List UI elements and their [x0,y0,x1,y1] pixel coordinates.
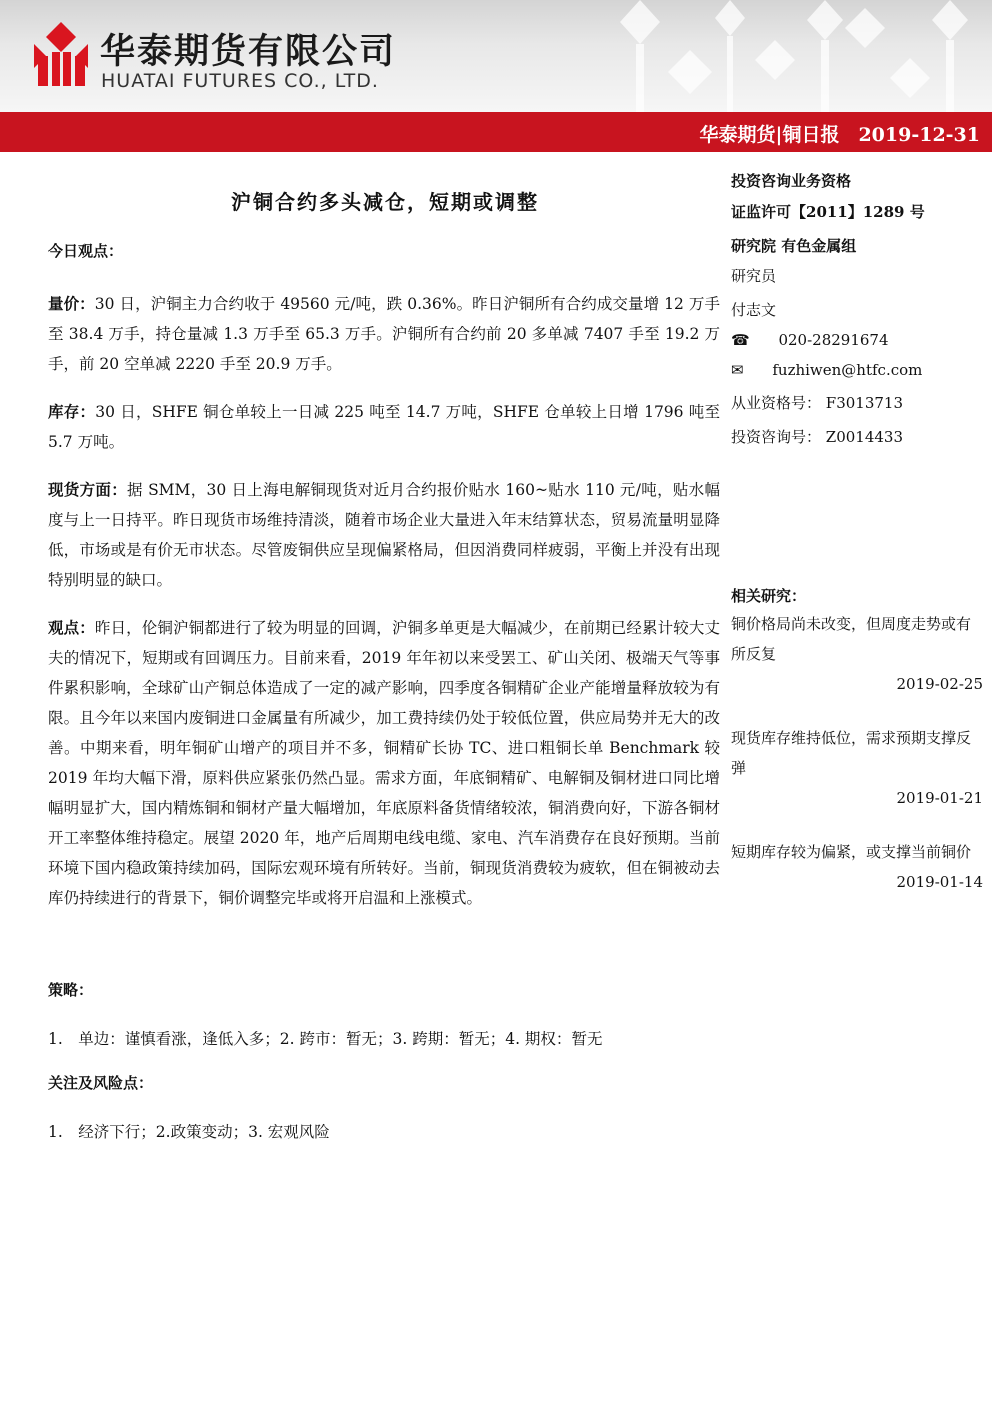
related-item-date: 2019-02-25 [896,675,983,693]
consult-label: 投资咨询号： [731,428,822,446]
email-row [731,361,922,379]
section-text: 据 SMM，30 日上海电解铜现货对近月合约报价贴水 160~贴水 110 元/吨，贴水幅度与上一日持平。昨日现货市场维持清淡，随着市场企业大量进入年末结算状态，贸易流量明显降低，市场或是有价无市状态。尽管废铜供应呈现偏紧格局，但因消费同样疲弱，平衡上并没有出现特别明显的缺口。 [48,481,720,589]
report-banner [0,112,992,152]
strategy-heading: 策略： [48,981,94,999]
today-view-heading: 今日观点： [48,242,124,260]
section-label: 现货方面： [48,480,128,499]
huatai-logo-icon [30,22,92,86]
company-name-en: HUATAI FUTURES CO., LTD. [101,70,379,92]
license-row [731,392,903,413]
report-title: 沪铜合约多头减仓，短期或调整 [231,190,539,214]
related-research [731,581,983,897]
related-item[interactable] [731,837,983,897]
section-text: 30 日，沪铜主力合约收于 49560 元/吨，跌 0.36%。昨日沪铜所有合约成交量增 12 万手至 38.4 万手，持仓量减 1.3 万手至 65.3 万手。沪铜所有合约前 20 多单减 7407 手至 19.2 万手，前 20 空单减 2220 手至 20.9 万手。 [48,295,720,373]
section-label: 库存： [48,402,96,421]
consult-row [731,426,903,447]
qualification-line-2: 证监许可【2011】1289 号 [731,203,925,221]
phone-number: 020-28291674 [778,331,889,349]
opinion-paragraph [48,613,720,913]
related-item-date: 2019-01-14 [896,873,983,891]
strategy-text: 1. 单边：谨慎看涨，逢低入多；2. 跨市：暂无；3. 跨期：暂无；4. 期权：暂无 [48,1030,603,1048]
main-content [48,240,720,1147]
report-banner-text: 华泰期货|铜日报 2019-12-31 [699,124,980,146]
related-item[interactable] [731,609,983,699]
related-label: 相关研究： [731,587,807,605]
company-name-cn: 华泰期货有限公司 [100,32,397,72]
section-label: 量价： [48,294,95,313]
email-address[interactable]: fuzhiwen@htfc.com [772,361,923,379]
qualification-line-1: 投资咨询业务资格 [731,172,852,190]
section-text: 30 日，SHFE 铜仓单较上一日减 225 吨至 14.7 万吨，SHFE 仓单较上日增 1796 吨至 5.7 万吨。 [48,403,720,451]
section-label: 观点： [48,618,95,637]
header-decoration [600,0,992,112]
risk-heading: 关注及风险点： [48,1074,154,1092]
page-header [0,0,992,112]
risk-text: 1. 经济下行；2.政策变动；3. 宏观风险 [48,1123,330,1141]
author-name: 付志文 [731,301,777,319]
related-item-title: 现货库存维持低位，需求预期支撑反弹 [731,729,972,777]
related-item-title: 铜价格局尚未改变，但周度走势或有所反复 [731,615,972,663]
phone-icon: ☎ [731,331,750,349]
section-text: 昨日，伦铜沪铜都进行了较为明显的回调，沪铜多单更是大幅减少，在前期已经累计较大丈夫的情况下，短期或有回调压力。目前来看，2019 年年初以来受罢工、矿山关闭、极端天气等事件累积影响，全球矿山产铜总体造成了一定的减产影响，四季度各铜精矿企业产能增量释放较为有限。且今年以来国内废铜进口金属量有所减少，加工费持续仍处于较低位置，供应局势并无大的改善。中期来看，明年铜矿山增产的项目并不多，铜精矿长协 TC、进口粗铜长单 Benchmark 较 2019 年均大幅下滑，原料供应紧张仍然凸显。需求方面，年底铜精矿、电解铜及铜材进口同比增幅明显扩大，国内精炼铜和铜材产量大幅增加，年底原料备货情绪较浓，铜消费向好，下游各铜材开工率整体维持稳定。展望 2020 年，地产后周期电线电缆、家电、汽车消费存在良好预期。当前环境下国内稳政策持续加码，国际宏观环境有所转好。当前，铜现货消费较为疲软，但在铜被动去库仍持续进行的背景下，铜价调整完毕或将开启温和上涨模式。 [48,619,720,907]
related-item-date: 2019-01-21 [896,789,983,807]
license-label: 从业资格号： [731,394,822,412]
related-item[interactable] [731,723,983,813]
inventory-paragraph [48,397,720,457]
volume-price-paragraph [48,289,720,379]
author-role: 研究员 [731,267,777,285]
envelope-icon: ✉ [731,361,744,379]
department: 研究院 有色金属组 [731,237,857,255]
license-number: F3013713 [825,394,904,412]
related-item-title: 短期库存较为偏紧，或支撑当前铜价 [731,843,972,861]
spot-paragraph [48,475,720,595]
phone-row [731,331,889,349]
consult-number: Z0014433 [825,428,904,446]
